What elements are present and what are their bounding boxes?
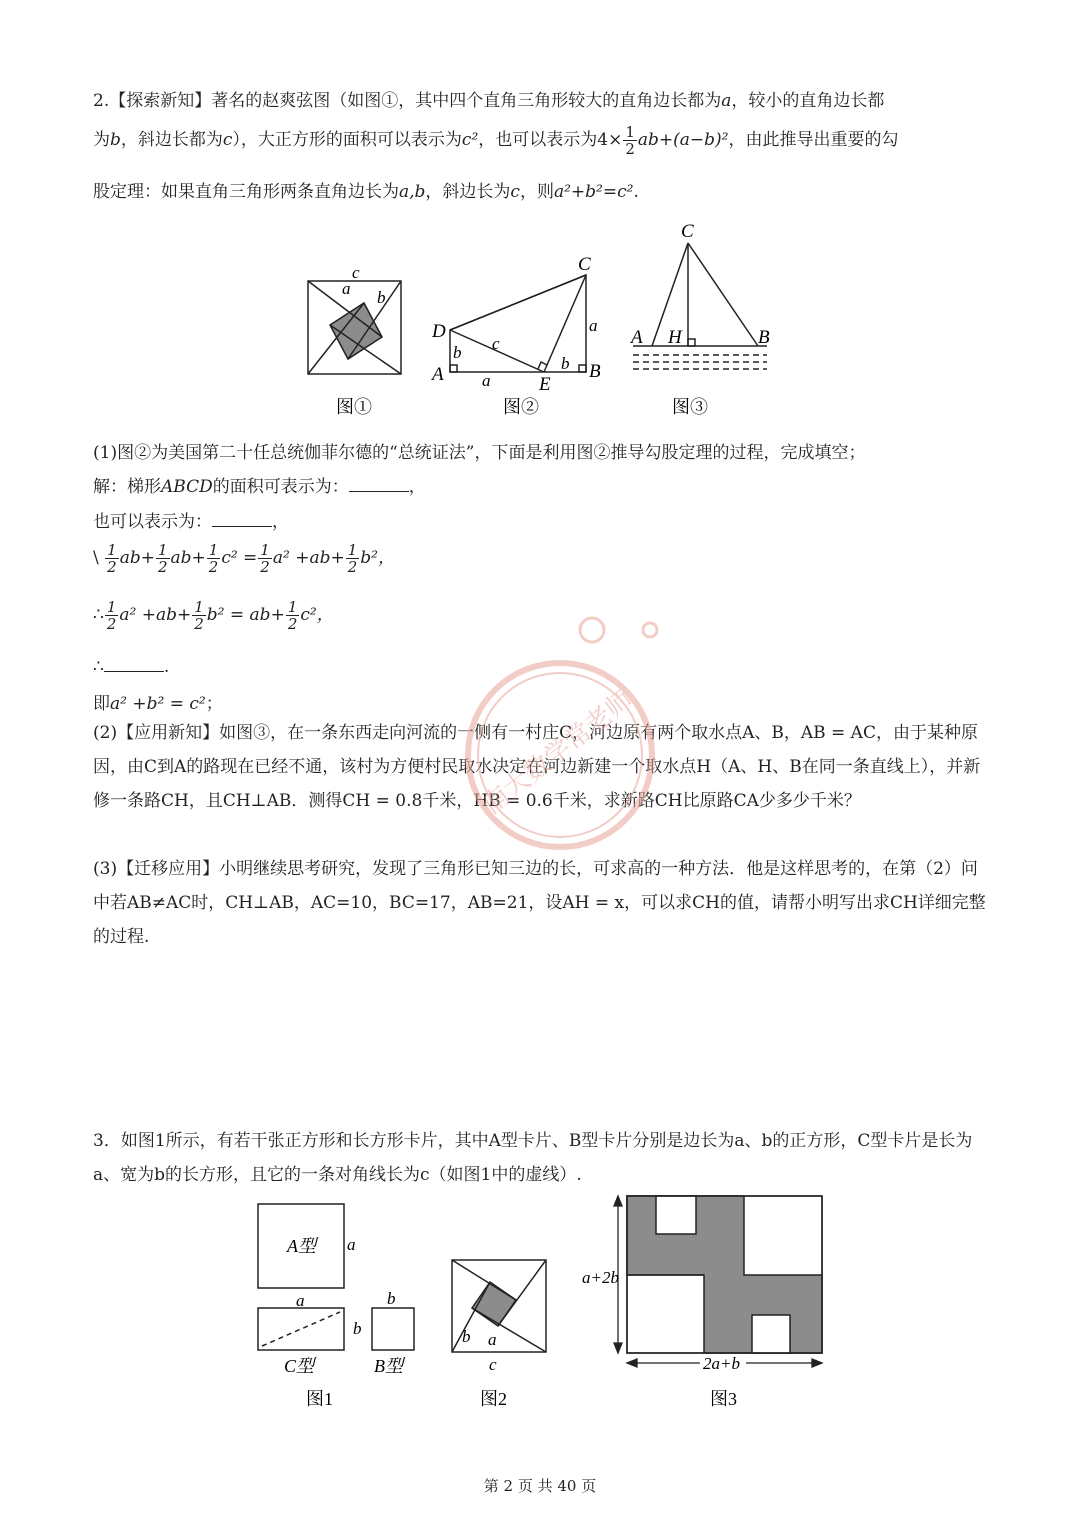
fig1-label-c: c [352,263,360,282]
fig2-label-A: A [432,364,444,385]
q2-figures [0,215,1080,445]
card-b-top: b [387,1289,396,1308]
card-a-side: a [347,1235,356,1254]
fig2-label-D: D [432,321,446,342]
fig2-label-c: c [492,334,500,353]
fig-caption-3: 图③ [672,397,708,417]
q2-part2: (2)【应用新知】如图③，在一条东西走向河流的一侧有一村庄C，河边原有两个取水点A、B，AB = AC，由于某种原因，由C到A的路现在已经不通，该村为方便村民取水决定在河边新建一个取水点H（A、H、B在同一条直线上），并新修一条路CH，且CH⊥AB．测得CH = 0.8千米，HB = 0.6千米，求新路CH比原路CA少多少千米？ [93,723,981,811]
q2-step4: ∴ $\frac{1}{2}$ a² +ab+ $\frac{1}{2}$ b² = ab+ $\frac{1}{2}$ c²， [93,598,334,633]
q2-step3: \ $\frac{1}{2}$ ab+ $\frac{1}{2}$ ab+ $\frac{1}{2}$ c² = $\frac{1}{2}$ a² +ab+ $\frac{1}{2}$ b²， [93,541,395,576]
watermark-stamp [420,610,680,870]
card-c-label: C型 [284,1356,315,1376]
fig2-label-a-right: a [589,316,598,335]
width-label: 2a+b [703,1354,740,1373]
card-c-side: b [353,1319,362,1338]
card-b-label: B型 [374,1356,403,1376]
watermark-text: 南大数学常老师 [477,684,639,820]
fig-caption-1: 图① [336,397,372,417]
fig-caption-2: 图② [503,397,539,417]
fig2-label-B: B [589,361,601,382]
q2-intro-line-2: 为b，斜边长都为c），大正方形的面积可以表示为c²，也可以表示为4× $\frac{1}{2}$ ab+(a−b)²，由此推导出重要的勾 [93,123,899,158]
fig2-label-E: E [539,374,551,395]
card-a-label: A型 [287,1236,316,1256]
q2-step2: 也可以表示为： ， [93,512,289,532]
fig2-label-b-left: b [453,343,462,362]
card-diagram [258,1204,414,1350]
fig2-c-label: c [489,1355,497,1374]
answer-blank-2[interactable] [212,510,272,527]
card-c-top: a [296,1291,305,1310]
fig3-label-B: B [758,327,770,348]
river-diagram [633,243,767,369]
q2-step1: 解：梯形ABCD的面积可表示为： ， [93,477,426,497]
fig1-label-a: a [342,279,351,298]
zhao-shuang-diagram [308,281,401,374]
fig3-label-H: H [668,327,682,348]
fig3-label-C: C [681,221,694,242]
answer-blank-3[interactable] [104,655,164,672]
answer-blank-1[interactable] [349,475,409,492]
q3-fig-caption-2: 图2 [480,1389,507,1409]
q3-intro: 3．如图1所示，有若干张正方形和长方形卡片，其中A型卡片、B型卡片分别是边长为a、b的正方形，C型卡片是长为a、宽为b的长方形，且它的一条对角线长为c（如图1中的虚线）. [93,1131,973,1185]
q2-part1: (1)图②为美国第二十任总统伽菲尔德的“总统证法”，下面是利用图②推导勾股定理的过程，完成填空； [93,443,866,463]
q2-intro-line-1: 2.【探索新知】著名的赵爽弦图（如图①，其中四个直角三角形较大的直角边长都为a，较小的直角边长都 [93,91,885,111]
fig2-label-a-bottom: a [482,371,491,390]
q2-intro-line-3: 股定理：如果直角三角形两条直角边长为a,b，斜边长为c，则a²+b²=c². [93,182,639,202]
page-footer: 第 2 页 共 40 页 [483,1477,597,1495]
q3-figures [0,1190,1080,1420]
fig3-label-A: A [631,327,643,348]
fig2-b-label: b [462,1327,471,1346]
q2-step5: ∴ . [93,657,170,677]
q2-step6: 即a² +b² = c²； [93,694,223,714]
q3-fig-caption-1: 图1 [306,1389,333,1409]
q3-fig-caption-3: 图3 [710,1389,737,1409]
fig2-a-label: a [488,1330,497,1349]
fig2-label-b-bottom: b [561,354,570,373]
height-label: a+2b [582,1268,619,1287]
fig1-label-b: b [377,288,386,307]
fig2-label-C: C [578,254,591,275]
q2-part3: (3)【迁移应用】小明继续思考研究，发现了三角形已知三边的长，可求高的一种方法．他是这样思考的，在第（2）问中若AB≠AC时，CH⊥AB，AC=10，BC=17，AB=21，设AH = x，可以求CH的值，请帮小明写出求CH详细完整的过程. [93,859,986,947]
composite-rectangle-diagram [627,1196,822,1353]
